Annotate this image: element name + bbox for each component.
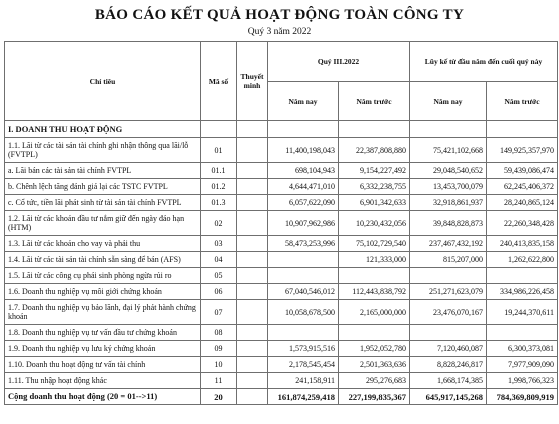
row-note [237,284,268,300]
total-label: Cộng doanh thu hoạt động (20 = 01-->11) [5,389,201,405]
row-quarter-current: 58,473,253,996 [268,236,339,252]
row-note [237,268,268,284]
total-quarter-current: 161,874,259,418 [268,389,339,405]
row-quarter-previous: 9,154,227,492 [339,163,410,179]
row-label: 1.9. Doanh thu nghiệp vụ lưu ký chứng khoán [5,341,201,357]
table-row [5,163,558,179]
row-ytd-current: 7,120,460,087 [410,341,487,357]
table-row [5,252,558,268]
row-ytd-previous: 19,244,370,611 [487,300,558,325]
row-note [237,300,268,325]
row-ytd-previous: 6,300,373,081 [487,341,558,357]
row-ytd-previous: 334,986,226,458 [487,284,558,300]
row-code: 07 [201,300,237,325]
row-note [237,163,268,179]
row-ytd-current: 251,271,623,079 [410,284,487,300]
row-quarter-previous: 6,332,238,755 [339,179,410,195]
section-title: I. DOANH THU HOẠT ĐỘNG [5,121,201,138]
row-ytd-previous: 62,245,406,372 [487,179,558,195]
row-quarter-previous: 2,501,363,636 [339,357,410,373]
row-ytd-previous [487,325,558,341]
row-note [237,211,268,236]
header-chi-tieu: Chỉ tiêu [5,42,201,121]
row-ytd-current: 237,467,432,192 [410,236,487,252]
row-ytd-current: 1,668,174,385 [410,373,487,389]
row-quarter-previous: 6,901,342,633 [339,195,410,211]
row-note [237,138,268,163]
row-quarter-current: 241,158,911 [268,373,339,389]
row-ytd-current: 13,453,700,079 [410,179,487,195]
row-label: 1.10. Doanh thu hoạt động tư vấn tài chính [5,357,201,373]
income-statement-table [4,41,558,405]
row-ytd-previous: 7,977,909,090 [487,357,558,373]
row-note [237,252,268,268]
row-quarter-current: 11,400,198,043 [268,138,339,163]
table-row [5,357,558,373]
row-ytd-current: 32,918,861,937 [410,195,487,211]
table-row [5,138,558,163]
row-ytd-previous: 22,260,348,428 [487,211,558,236]
table-row [5,341,558,357]
row-label: 1.11. Thu nhập hoạt động khác [5,373,201,389]
row-ytd-previous: 1,998,766,323 [487,373,558,389]
header-ma-so: Mã số [201,42,237,121]
total-code: 20 [201,389,237,405]
row-quarter-previous [339,268,410,284]
row-quarter-previous: 1,952,052,780 [339,341,410,357]
table-row [5,195,558,211]
table-row [5,179,558,195]
header-thuyet-minh: Thuyết minh [237,42,268,121]
row-label: c. Cổ tức, tiền lãi phát sinh từ tài sản tài chính FVTPL [5,195,201,211]
report-title: BÁO CÁO KẾT QUẢ HOẠT ĐỘNG TOÀN CÔNG TY [94,7,465,23]
row-quarter-previous: 75,102,729,540 [339,236,410,252]
table-row [5,268,558,284]
row-label: 1.6. Doanh thu nghiệp vụ môi giới chứng khoán [5,284,201,300]
row-code: 05 [201,268,237,284]
table-row [5,373,558,389]
row-label: 1.5. Lãi từ các công cụ phái sinh phòng ngừa rủi ro [5,268,201,284]
row-quarter-previous: 121,333,000 [339,252,410,268]
row-ytd-current: 8,828,246,817 [410,357,487,373]
row-ytd-current: 23,476,070,167 [410,300,487,325]
row-note [237,195,268,211]
table-row [5,325,558,341]
row-note [237,341,268,357]
row-code: 11 [201,373,237,389]
row-code: 03 [201,236,237,252]
row-quarter-current: 4,644,471,010 [268,179,339,195]
row-ytd-current: 29,048,540,652 [410,163,487,179]
total-ytd-current: 645,917,145,268 [410,389,487,405]
row-quarter-previous: 22,387,808,880 [339,138,410,163]
row-code: 04 [201,252,237,268]
row-quarter-current [268,325,339,341]
row-label: 1.7. Doanh thu nghiệp vụ bảo lãnh, đại lý phát hành chứng khoán [5,300,201,325]
row-quarter-current [268,268,339,284]
row-quarter-previous [339,325,410,341]
row-note [237,325,268,341]
row-ytd-previous: 149,925,357,970 [487,138,558,163]
header-ytd-previous-year: Năm trước [487,82,558,121]
row-code: 01.1 [201,163,237,179]
row-code: 02 [201,211,237,236]
total-row [5,389,558,405]
row-quarter-previous: 10,230,432,056 [339,211,410,236]
row-label: 1.2. Lãi từ các khoản đầu tư nắm giữ đến ngày đáo hạn (HTM) [5,211,201,236]
row-quarter-current: 10,907,962,986 [268,211,339,236]
row-code: 09 [201,341,237,357]
header-quarter-current-year: Năm nay [268,82,339,121]
row-note [237,236,268,252]
row-label: b. Chênh lệch tăng đánh giá lại các TSTC FVTPL [5,179,201,195]
row-code: 01.3 [201,195,237,211]
row-quarter-current: 1,573,915,516 [268,341,339,357]
row-code: 08 [201,325,237,341]
total-ytd-previous: 784,369,809,919 [487,389,558,405]
row-label: a. Lãi bán các tài sản tài chính FVTPL [5,163,201,179]
table-row [5,300,558,325]
row-quarter-current: 6,057,622,090 [268,195,339,211]
table-row [5,211,558,236]
row-label: 1.3. Lãi từ các khoản cho vay và phải thu [5,236,201,252]
row-quarter-current: 10,058,678,500 [268,300,339,325]
report-subtitle: Quý 3 năm 2022 [247,27,312,37]
row-ytd-current [410,268,487,284]
row-quarter-previous: 112,443,838,792 [339,284,410,300]
row-label: 1.1. Lãi từ các tài sản tài chính ghi nhận thông qua lãi/lỗ (FVTPL) [5,138,201,163]
header-luy-ke: Lũy kế từ đầu năm đến cuối quý này [410,42,558,82]
header-ytd-current-year: Năm nay [410,82,487,121]
table-row [5,284,558,300]
row-label: 1.8. Doanh thu nghiệp vụ tư vấn đầu tư chứng khoán [5,325,201,341]
row-note [237,179,268,195]
row-code: 10 [201,357,237,373]
row-ytd-previous: 240,413,835,158 [487,236,558,252]
row-ytd-previous [487,268,558,284]
row-ytd-current [410,325,487,341]
total-quarter-previous: 227,199,835,367 [339,389,410,405]
row-ytd-previous: 1,262,622,800 [487,252,558,268]
row-quarter-previous: 2,165,000,000 [339,300,410,325]
row-code: 01.2 [201,179,237,195]
row-ytd-current: 75,421,102,668 [410,138,487,163]
row-note [237,373,268,389]
row-ytd-current: 815,207,000 [410,252,487,268]
row-ytd-current: 39,848,828,873 [410,211,487,236]
row-code: 01 [201,138,237,163]
row-quarter-previous: 295,276,683 [339,373,410,389]
row-quarter-current: 67,040,546,012 [268,284,339,300]
header-quarter-previous-year: Năm trước [339,82,410,121]
row-ytd-previous: 59,439,086,474 [487,163,558,179]
header-quy: Quý III.2022 [268,42,410,82]
row-quarter-current: 2,178,545,454 [268,357,339,373]
row-ytd-previous: 28,240,865,124 [487,195,558,211]
row-quarter-current [268,252,339,268]
row-label: 1.4. Lãi từ các tài sản tài chính sẵn sàng để bán (AFS) [5,252,201,268]
table-row [5,236,558,252]
row-code: 06 [201,284,237,300]
row-note [237,357,268,373]
row-quarter-current: 698,104,943 [268,163,339,179]
total-note [237,389,268,405]
